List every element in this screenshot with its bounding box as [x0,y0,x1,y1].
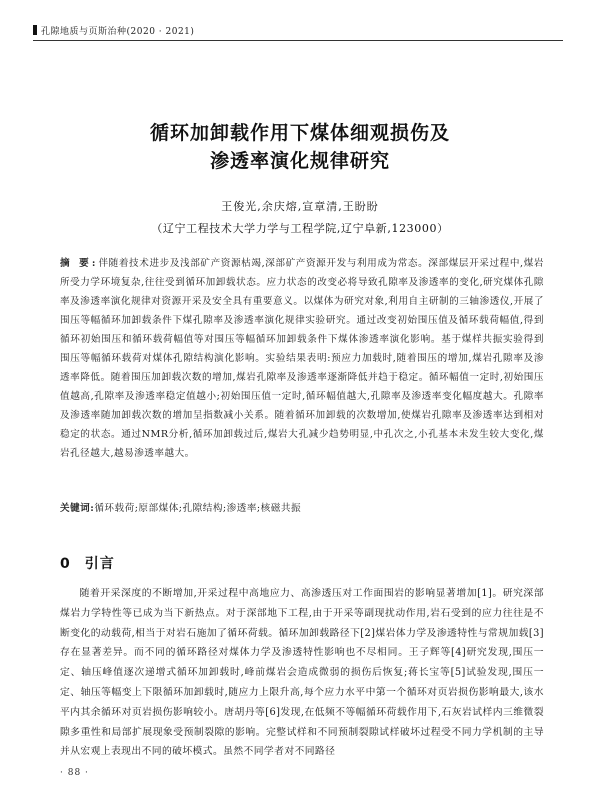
paper-title-line-2: 渗透率演化规律研究 [209,150,390,172]
journal-name: 孔隙地质与页斯治种(2020 · 2021) [41,27,195,37]
header-marker [33,25,37,35]
abstract-text: 伴随着技术进步及浅部矿产资源枯竭,深部矿产资源开发与利用成为常态。深部煤层开采过程中,煤岩所受力学环境复杂,往往受到循环加卸载状态。应力状态的改变必将导致孔隙率及渗透率的变化,研究煤体孔隙率及渗透率演化规律对资源开采及安全具有重要意义。以煤体为研究对象,利用自主研制的三轴渗透仪,开展了围压等幅循环加卸载条件下煤孔隙率及渗透率演化规律实验研究。通过改变初始围压值及循环载荷幅值,得到循环初始围压和循环载荷幅值等对围压等幅循环加卸载条件下煤体渗透率演化影响。基于煤样共振实验得到围压等幅循环载荷对煤体孔隙结构演化影响。实验结果表明:预应力加载时,随着围压的增加,煤岩孔隙率及渗透率降低。随着围压加卸载次数的增加,煤岩孔隙率及渗透率逐渐降低并趋于稳定。循环幅值一定时,初始围压值越高,孔隙率及渗透率稳定值越小;初始围压值一定时,循环幅值越大,孔隙率及渗透率变化幅度越大。孔隙率及渗透率随加卸载次数的增加呈指数减小关系。随着循环加卸载的次数增加,使煤岩孔隙率及渗透率达到相对稳定的状态。通过NMR分析,循环加卸载过后,煤岩大孔减少趋势明显,中孔次之,小孔基本未发生较大变化,煤岩孔径越大,越易渗透率越大。 [60,258,544,459]
header-divider [33,40,563,41]
introduction-paragraph: 随着开采深度的不断增加,开采过程中高地应力、高渗透压对工作面围岩的影响显著增加[1]。研究深部煤岩力学特性等已成为当下新热点。对于深部地下工程,由于开采等副现扰动作用,岩石受到的应力往往是不断变化的动载荷,相当于对岩石施加了循环荷载。循环加卸载路径下[2]煤岩体力学及渗透特性与常规加载[3]存在显著差异。而不同的循环路径对煤体力学及渗透特性影响也不尽相同。王子辉等[4]研究发现,围压一定、轴压峰值逐次递增式循环加卸载时,峰前煤岩会造成微弱的损伤后恢复;蒋长宝等[5]试验发现,围压一定、轴压等幅变上下限循环加卸载时,随应力上限升高,每个应力水平中第一个循环对页岩损伤影响最大,该水平内其余循环对页岩损伤影响较小。唐胡丹等[6]发现,在低频不等幅循环荷载作用下,石灰岩试样内三维微裂隙多重性和局部扩展现象受预制裂隙的影响。完整试样和不同预制裂隙试样破坏过程受不同力学机制的主导并从宏观上表现出不同的破坏模式。虽然不同学者对不同路径 [60,588,544,758]
abstract [60,254,544,463]
keywords-label: 关键词: [60,503,95,514]
author-list: 王俊光,余庆熔,宣章清,王盼盼 [221,200,379,213]
section-title: 引言 [84,556,115,572]
page-number: · 88 · [60,768,89,778]
section-heading [60,553,115,573]
keywords [60,500,544,514]
affiliation: （辽宁工程技术大学力学与工程学院,辽宁阜新,123000） [151,222,449,235]
section-number: 0 [60,556,71,572]
running-header [33,24,553,37]
keywords-text: 循环载荷;原部煤体;孔隙结构;渗透率;核磁共振 [94,503,302,514]
paper-title-line-1: 循环加卸载作用下煤体细观损伤及 [149,122,450,144]
abstract-label: 摘 要: [60,258,99,269]
